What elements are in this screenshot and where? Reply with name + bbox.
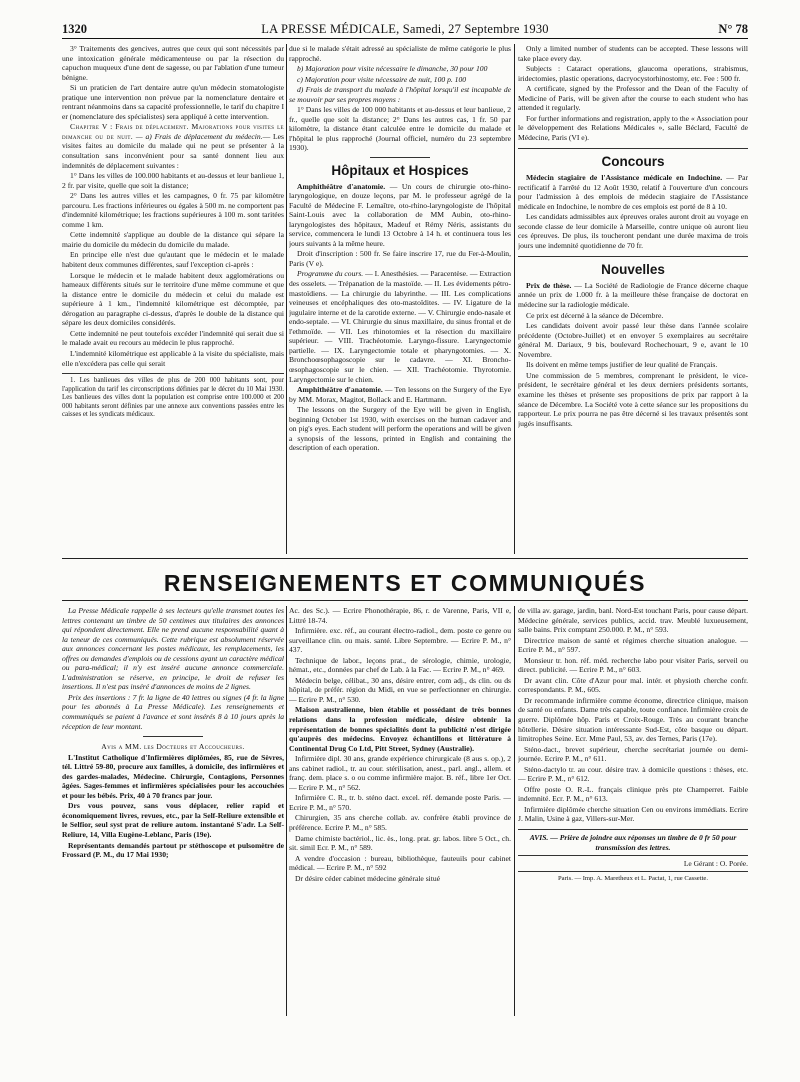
footnote-divider <box>62 373 284 374</box>
ad-reliure: Drs vous pouvez, sans vous déplacer, relier rapid et économiquement livres, revues, etc., par la Self-Reliure extensible et le Selfior, seul syst prat de reliure autom. instantané S'adr. La Self-Reliure, 14, Villa Eugène-Leblanc, Paris (19e). <box>62 801 284 840</box>
classified-ad: Infirmière C. R., tr. b. sténo dact. excel. réf. demande poste Paris. — Ecrire P. M., n° 570. <box>289 793 511 812</box>
paragraph: — Ten lessons on the Surgery of the Eye by MM. Morax, Magitot, Bollack and E. Hartmann. <box>289 385 511 404</box>
column-5 <box>289 606 511 1018</box>
classified-ad: de villa av. garage, jardin, banl. Nord-Est touchant Paris, pour cause départ. Médecine générale, services publics, accid. trav. Meublé luxueusement, salle bains. Prix comptant 250.000. P. M., n° 593. <box>518 606 748 635</box>
subheading: Prix de thèse. <box>526 280 572 290</box>
classified-ad: Infirmière diplômée cherche situation Cen ou environs immédiats. Ecrire J. Malin, Usine à gaz, Villers-sur-Mer. <box>518 804 748 824</box>
column-1 <box>62 44 284 486</box>
notice-prices: Prix des insertions : 7 fr. la ligne de 40 lettres ou signes (4 fr. la ligne pour les abonnés à La Presse Médicale). Les renseignements et communiqués se paient à l'avance et sont insérés 8 à 10 jours après la réception de leur montant. <box>62 692 284 731</box>
classified-ad: Dr recommande infirmière comme économe, directrice clinique, maison de santé ou enfants. Dame très capable, toute confiance. Infirmière croix de guerre. Diplômée hôp. Paris et Croix-Rouge. Très au courant branche hôtellerie. Désire situation intéressante Sud-Est, côte basque ou départ. limitrophes Seine. Ecr. Mme Paul, 53, av. des Ternes, Paris (17e). <box>518 695 748 744</box>
paragraph: 3° Traitements des gencives, autres que ceux qui sont nécessités par une intoxication générale médicamenteuse ou par la résection du capuchon muqueux d'une dent de sagesse, ou par l'ablation d'une tumeur bénigne. <box>62 44 284 82</box>
banner-rule-top <box>62 558 748 559</box>
classified-ad: Offre poste O. R.-L. français clinique près pte Champerret. Faible indemnité. Ecr. P. M., n° 613. <box>518 784 748 804</box>
paragraph: Ce prix est décerné à la séance de Décembre. <box>526 310 664 320</box>
column-3 <box>518 44 748 554</box>
banner-rule-bottom <box>62 600 748 601</box>
paragraph: — Par rectificatif à l'arrêté du 12 Août 1930, relatif à l'ouverture d'un concours pour l'admission à des emplois de médecin stagiaire de l'Assistance médicale en Indochine, le nombre de ces emplois est porté de 8 à 10. <box>518 173 748 211</box>
paragraph: Ils doivent en même temps justifier de leur qualité de Français. <box>526 360 718 370</box>
classified-ad: Dr désire céder cabinet médecine générale situé <box>295 873 441 883</box>
classified-ad: Dr avant clin. Côte d'Azur pour mal. intér. et physioth cherche confr. correspondants. P. M., 605. <box>518 675 748 695</box>
divider <box>143 736 203 737</box>
subheading: Amphithéâtre d'anatomie. <box>297 385 383 395</box>
paragraph: due si le malade s'était adressé au spécialiste de même catégorie le plus rapproché. <box>289 44 511 63</box>
column-divider <box>514 606 515 1016</box>
paragraph: — La Société de Radiologie de France décerne chaque année un prix de 1.000 fr. à la meilleure thèse française de doctorat en médecine sur la radiologie médicale. <box>518 280 748 310</box>
paragraph: Subjects : Cataract operations, glaucoma operations, strabismus, iridectomies, plastic operations, dacryocystorhinostomy, etc. Fee : 500 fr. <box>518 64 748 83</box>
paragraph: Cette indemnité s'applique au double de la distance qui sépare la mairie du domicile du médecin du domicile du malade. <box>62 230 284 249</box>
gerant-line: Le Gérant : O. Porée. <box>683 859 748 869</box>
paragraph: Les candidats doivent avoir passé leur thèse dans l'année scolaire précédente (Octobre-Juillet) et en envoyer 5 exemplaires au secrétaire général M. Dariaux, 9 bis, boulevard Rochechouart, 9 e, avant le 10 Novembre. <box>518 321 748 359</box>
classified-ad: Médecin belge, célibat., 30 ans, désire entrer, com adj., ds clin. ou ds hôpital, de préfér. région du Midi, en vue se perfectionner en chirurgie. — Ecrire P. M., n° 530. <box>289 675 511 704</box>
classified-ad: Dame chimiste bactériol., lic. ès., long. prat. gr. labos. libre 5 Oct., ch. sit. simil Ecr. P. M., n° 589. <box>289 833 511 853</box>
column-divider <box>286 606 287 1016</box>
chapter-heading <box>62 122 284 170</box>
chapter-subheading: — a) Frais de déplacement du médecin. <box>135 131 263 141</box>
paragraph: Les candidats admissibles aux épreuves orales auront droit au voyage en seconde classe de leur domicile à Marseille, contre unique où auront lieu ces épreuves. De plus, ils toucheront pendant une durée maxima de trois jours une indemnité quotidienne de 70 fr. <box>518 212 748 250</box>
paragraph: Une commission de 5 membres, comprenant le président, le vice-président, le secrétaire général et les deux derniers présidents sortants, examine les thèses et présente ses propositions de prix par rapport à la séance de Décembre. La Société vote à cette séance sur les propositions du rapporteur. Le prix pourra ne pas être décerné si les travaux présentés sont jugés insuffisants. <box>518 370 748 428</box>
paragraph: A certificate, signed by the Professor and the Dean of the Faculty of Medicine of Paris, will be given after the course to each student who has attended it regularly. <box>518 84 748 113</box>
avis-heading: Avis a MM. les Docteurs et Accoucheurs. <box>101 742 245 752</box>
divider <box>518 871 748 872</box>
classified-ad: Sténo-dact., brevet supérieur, cherche secrétariat journée ou demi-journée. Ecrire P. M., n° 611. <box>518 744 748 764</box>
paragraph: b) Majoration pour visite nécessaire le dimanche, 30 pour 100 <box>297 64 488 74</box>
paragraph: — Les visites faites au domicile du malade qui ne peut se présenter à la consultation sans inconvénient pour sa santé donnent lieu aux indemnités de déplacement suivantes : <box>62 131 284 170</box>
ad-institut: L'Institut Catholique d'Infirmières diplômées, 85, rue de Sèvres, tél. Littré 59-80, procure aux familles, à domicile, des infirmières et des gardes-malades, Médecine. Chirurgie, Contagions, Personnes âgées. Sages-femmes et infirmières spécialisées pour les accouchées et pour les bébés. Prix, 40 à 70 francs par jour. <box>62 752 284 800</box>
paragraph: For further informations and registration, apply to the « Association pour le développement des Relations Médicales », salle Béclard, Faculté de Médecine, Paris (VI e). <box>518 113 748 142</box>
classified-ad: Chirurgien, 35 ans cherche collab. av. confrère établi province de préférence. Ecrire P. M., n° 585. <box>289 813 511 833</box>
chapter-label: Chapitre V : Frais de déplacement. Majorations pour visites le dimanche ou de nuit. <box>62 122 284 141</box>
paragraph: c) Majoration pour visite nécessaire de nuit, 100 p. 100 <box>297 74 467 84</box>
section-title-concours: Concours <box>601 154 665 170</box>
printer-line: Paris. — Imp. A. Maretheux et L. Pactat, 1, rue Cassette. <box>558 874 708 882</box>
section-title-hopitaux: Hôpitaux et Hospices <box>331 163 469 179</box>
classified-ad: Infirmière. exc. réf., au courant électro-radiol., dem. poste ce genre ou surveillance clin. ou mais. santé. Libre Septembre. — Ecrire P. M., n° 437. <box>289 626 511 655</box>
subheading: Médecin stagiaire de l'Assistance médicale en Indochine. <box>526 173 723 183</box>
column-4 <box>62 606 284 1018</box>
classified-ad: Technique de labor., leçons prat., de sérologie, chimie, urologie, hémat., etc., données par chef de Lab. à la Fac. — Ecrire P. M., n° 469. <box>289 655 511 675</box>
paragraph: En principe elle n'est due qu'autant que le médecin et le malade habitent deux communes différentes, sauf l'exception ci-après : <box>62 250 284 270</box>
paragraph: Lorsque le médecin et le malade habitent deux agglomérations ou hameaux différents situés sur le territoire d'une même commune et que la distance entre le domicile du médecin et celui du malade est supérieure à 1 km., l'indemnité kilométrique est décomptée, par dérogation au paragraphe ci-dessus, d'après le double de la distance qui sépare les deux domiciles considérés. <box>62 270 284 328</box>
subheading: Amphithéâtre d'anatomie. <box>297 181 386 191</box>
paragraph: 1° Dans les villes de 100 000 habitants et au-dessus et leur banlieue, 2 fr., quelle que soit la distance; 2° Dans les autres cas, 1 fr. 50 par kilomètre, la distance étant calculée entre le domicile du malade et l'hôpital le plus rapproché (Journal officiel, numéro du 23 septembre 1930). <box>289 105 511 153</box>
classified-ad: Directrice maison de santé et régimes cherche situation analogue. — Ecrire P. M., n° 597. <box>518 635 748 655</box>
divider <box>518 855 748 856</box>
issue-number: N° 78 <box>718 22 748 36</box>
ad-representants: Représentants demandés partout pr stéthoscope et pulsomètre de Frossard (P. M., du 17 Mai 1930; <box>62 840 284 860</box>
section-rule <box>518 148 748 149</box>
journal-title: LA PRESSE MÉDICALE, Samedi, 27 Septembre 1930 <box>261 22 549 36</box>
section-rule <box>518 256 748 257</box>
classified-ad: A vendre d'occasion : bureau, bibliothèque, fauteuils pour cabinet médical. — Ecrire P. M., n° 592 <box>289 853 511 873</box>
divider <box>518 829 748 830</box>
page-header <box>62 20 748 39</box>
paragraph: Si un praticien de l'art dentaire autre qu'un médecin stomatologiste pratique une intervention non prévue par la nomenclature dentaire et rentrant néanmoins dans sa capacité professionnelle, le tarif du chapitre I er (nomenclature des spécialistes) sera appliqué à cette intervention. <box>62 83 284 121</box>
paragraph: Only a limited number of students can be accepted. These lessons will take place every day. <box>518 44 748 63</box>
section-title-nouvelles: Nouvelles <box>601 262 665 278</box>
section-rule <box>370 157 430 158</box>
page-number: 1320 <box>62 22 87 36</box>
classified-ad: Ac. des Sc.). — Ecrire Phonothérapie, 86, r. de Varenne, Paris, VII e, Littré 18-74. <box>289 606 511 625</box>
avis-notice: AVIS. — Prière de joindre aux réponses un timbre de 0 fr 50 pour transmission des lettres. <box>529 833 737 852</box>
paragraph: — I. Anesthésies. — Paracentèse. — Extraction des osselets. — Trépanation de la mastoïde. — II. Les évidements pétro-mastoïdiens. — La chirurgie du labyrinthe. — III. Les complications veineuses et encéphaliques des oto-mastoïdites. — IV. Ligature de la jugulaire interne et de la carotide externe. — V. Chirurgie endo-nasale et endo-septale. — VI. Chirurgie du sinus maxillaire, du sinus frontal et de l'ethmoïde. — VII. Les rhinotomies et la résection du maxillaire supérieur. — VIII. Trachéotomie. Laryngo-fissure. Laryngectomie partielle. — IX. Laryngectomie totale et pharyngotomies. — X. Bronchoœsophagoscopie sur le cadavre. — XI. Broncho-œsophagoscopie sur le chien. — XII. Trachéotomie. Thyrotomie. Laryngectomie sur le chien. <box>289 269 511 384</box>
paragraph: L'indemnité kilométrique est applicable à la visite du spécialiste, mais elle n'excédera pas celle qui serait <box>62 348 284 368</box>
paragraph: Cette indemnité ne peut toutefois excéder l'indemnité qui serait due si le malade avait eu recours au médecin le plus rapproché. <box>62 328 284 348</box>
paragraph: 2° Dans les autres villes et les campagnes, 0 fr. 75 par kilomètre parcouru. Les fractions inférieures ou égales à 500 m. ne comportent pas d'indemnité kilométrique; les fractions supérieures à 100 m. sont taritées comme 1 km. <box>62 191 284 229</box>
footnote: 1. Les banlieues des villes de plus de 200 000 habitants sont, pour l'application du tarif les circonscriptions définies par le décret du 10 Mai 1930. Les banlieues des villes dont la population est comprise entre 100.000 et 200 000 habitants seront définies par une annexe aux conventions passées entre les caisses et les syndicats médicaux. <box>62 377 284 419</box>
paragraph: — Un cours de chirurgie oto-rhino-laryngologique, en douze leçons, par M. le professeur agrégé de la Faculté de Médecine F. Lemaître, oto-rhino-laryngologiste de l'hôpital Saint-Louis avec la collaboration de MM Aubin, oto-rhino-laryngologistes des hôpitaux, Madeuf et Rémy Néris, assistants du service, commencera le lundi 13 Octobre à 14 h. et continuera tous les jours suivants à la même heure. <box>289 181 511 248</box>
column-2 <box>289 44 511 554</box>
classified-ad: Maison australienne, bien établie et possédant de très bonnes relations dans la profession médicale, désire obtenir la représentation de bonnes spécialités dont la publicité n'est dirigée qu'auprès des médecins. Envoyez échantillons et littérature à Continental Drug Co Ltd, Pitt Street, Sydney (Australie). <box>289 705 511 753</box>
classified-ad: Monsieur tr. hon. réf. méd. recherche labo pour visiter Paris, serveil ou direct. publicité. — Ecrire P. M., n° 603. <box>518 655 748 675</box>
column-divider <box>286 44 287 554</box>
paragraph: 1° Dans les villes de 100.000 habitants et au-dessus et leur banlieue 1, 2 fr. par visite, quelle que soit la distance; <box>62 171 284 190</box>
paragraph: Droit d'inscription : 500 fr. Se faire inscrire 17, rue du Fer-à-Moulin, Paris (V e). <box>289 249 511 268</box>
classified-ad: Infirmière dipl. 30 ans, grande expérience chirurgicale (8 aus s. op.), 2 ans cabinet radiol., tr. au cour. stérilisation, anest., parl. angl., allem. et franç. dem. place s. o ou comme infirmière major. B. réf., libre 1er Oct. — Ecrire P. M., n° 562. <box>289 754 511 792</box>
column-divider <box>514 44 515 554</box>
classified-ad: Sténo-dactylo tr. au cour. désire trav. à domicile questions : thèses, etc. — Ecrire P. M., n° 612. <box>518 764 748 784</box>
program-label: Programme du cours. <box>297 269 364 279</box>
renseignements-banner: RENSEIGNEMENTS ET COMMUNIQUÉS <box>163 570 647 596</box>
paragraph: d) Frais de transport du malade à l'hôpital lorsqu'il est incapable de se mouvoir par ses propres moyens : <box>289 85 511 104</box>
paragraph: The lessons on the Surgery of the Eye will be given in English, beginning October 1st 1930, with exercises on the human cadaver and on pig's eyes. Each student will perform the operations and will be given a synopsis of the lessons, printed in English and containing the description of each operation. <box>289 405 511 453</box>
column-6 <box>518 606 748 1018</box>
notice-intro: La Presse Médicale rappelle à ses lecteurs qu'elle transmet toutes les lettres contenant un timbre de 50 centimes aux titulaires des annonces qui répondent directement. Elle ne prend aucune responsabilité quant à la teneur de ces communiqués. Cette rubrique est absolument réservée aux annonces concernant les postes médicaux, les remplacements, les offres ou demandes d'emplois ou de cessions ayant un caractère médical ou para-médical; il n'y est inséré aucune annonce commerciale. L'administration se réserve, en principe, le droit de refuser les insertions. Il n'est pas inséré d'annonces de moins de 2 lignes. <box>62 606 284 692</box>
